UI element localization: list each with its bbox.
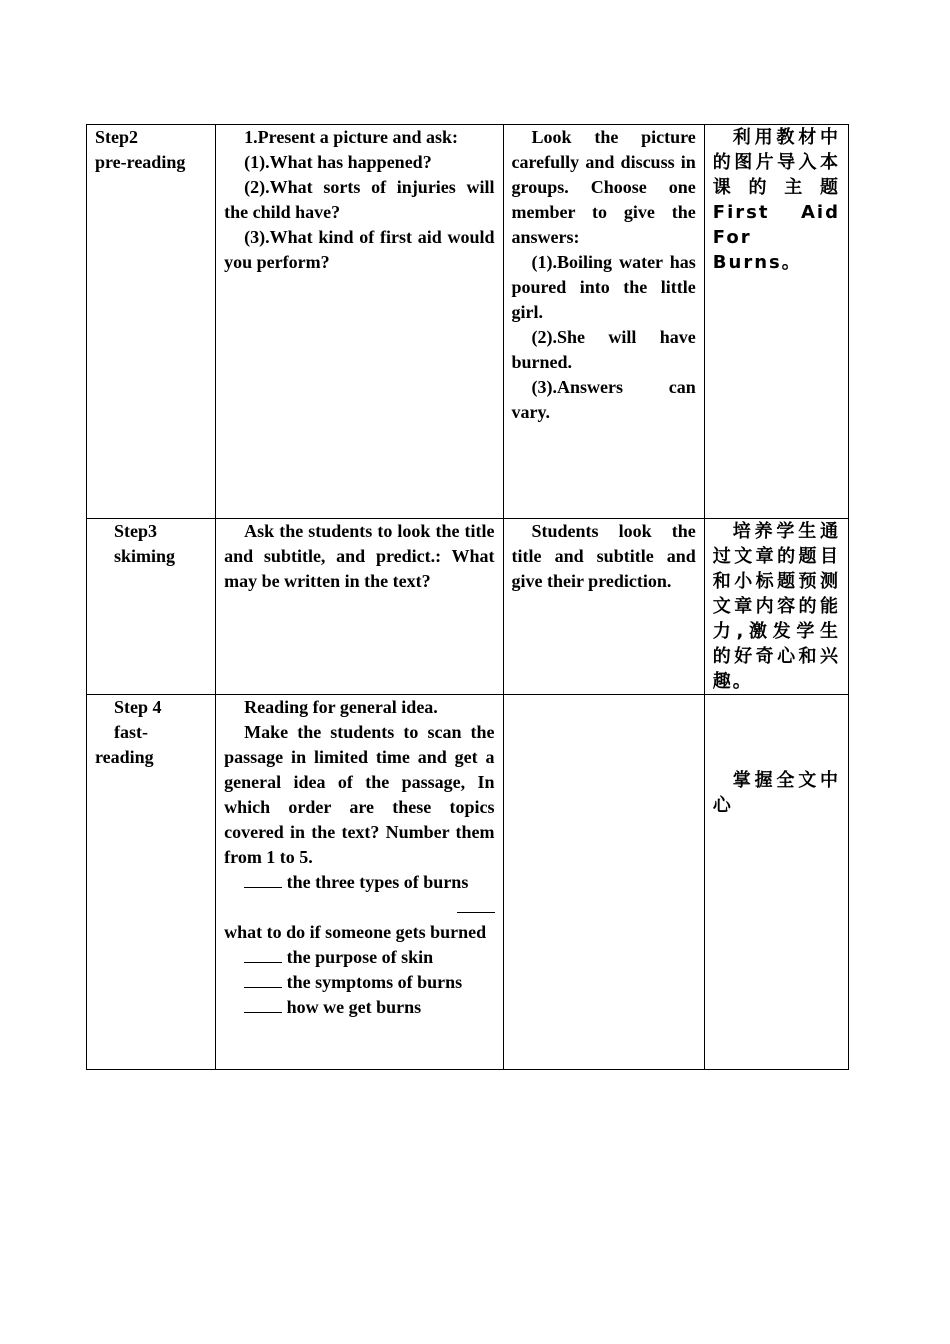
spacer [713, 695, 840, 768]
step-label: Step 4 [114, 697, 162, 717]
table-row [87, 125, 849, 519]
purpose-text: 掌握全文中心 [712, 770, 840, 816]
topic-item [224, 995, 494, 1020]
student-activity-cell [503, 519, 704, 695]
topic-item-blank-line [224, 895, 494, 920]
table-row [87, 695, 849, 1070]
step-cell [87, 695, 216, 1070]
topic-text: the purpose of skin [286, 947, 434, 967]
step-cell [87, 519, 216, 695]
teacher-line: (2).What sorts of injuries will the child have? [224, 177, 495, 222]
topic-item [224, 945, 494, 970]
topic-text: the symptoms of burns [286, 972, 463, 992]
purpose-text: 培养学生通过文章的题目和小标题预测文章内容的能力,激发学生的好奇心和兴趣。 [712, 521, 840, 692]
teacher-line: Ask the students to look the title and subtitle, and predict.: What may be written in the text? [224, 521, 495, 591]
purpose-cell [704, 125, 848, 519]
student-line: (2).She will have burned. [511, 327, 696, 372]
teacher-line: (3).What kind of first aid would you perform? [224, 227, 495, 272]
student-activity-cell [503, 695, 704, 1070]
teacher-line: (1).What has happened? [244, 152, 432, 172]
student-line: (1).Boiling water has poured into the little girl. [511, 252, 696, 322]
student-activity-cell [503, 125, 704, 519]
topic-text: what to do if someone gets burned [224, 922, 487, 942]
step-label: Step2 [95, 127, 139, 147]
purpose-cell [704, 695, 848, 1070]
step-label: fast- [114, 722, 148, 742]
topic-item [224, 970, 494, 995]
answer-blank[interactable] [244, 971, 282, 988]
student-line: Look the picture carefully and discuss in groups. Choose one member to give the answers: [511, 127, 696, 247]
teacher-activity-cell [216, 695, 503, 1070]
teacher-line: 1.Present a picture and ask: [244, 127, 458, 147]
teacher-line: Reading for general idea. [244, 697, 438, 717]
answer-blank[interactable] [457, 896, 495, 913]
purpose-cell [704, 519, 848, 695]
teacher-activity-cell [216, 125, 503, 519]
topic-item [224, 870, 494, 895]
answer-blank[interactable] [244, 946, 282, 963]
student-line: Students look the title and subtitle and give their prediction. [511, 521, 696, 591]
purpose-text: 利用教材中的图片导入本课的主题 First Aid For Burns。 [712, 127, 840, 273]
step-label: skiming [114, 546, 176, 566]
step-cell [87, 125, 216, 519]
teacher-line: Make the students to scan the passage in limited time and get a general idea of the passage, In which order are these topics covered in the text? Number them from 1 to 5. [224, 722, 495, 867]
step-label: pre-reading [95, 152, 186, 172]
answer-blank[interactable] [244, 871, 282, 888]
topic-text: how we get burns [286, 997, 422, 1017]
table-row [87, 519, 849, 695]
topic-text: the three types of burns [286, 872, 469, 892]
lesson-plan-table [86, 124, 849, 1070]
teacher-activity-cell [216, 519, 503, 695]
step-label: Step3 [114, 521, 158, 541]
student-line: (3).Answers can vary. [511, 377, 696, 422]
answer-blank[interactable] [244, 996, 282, 1013]
step-label: reading [95, 747, 154, 767]
